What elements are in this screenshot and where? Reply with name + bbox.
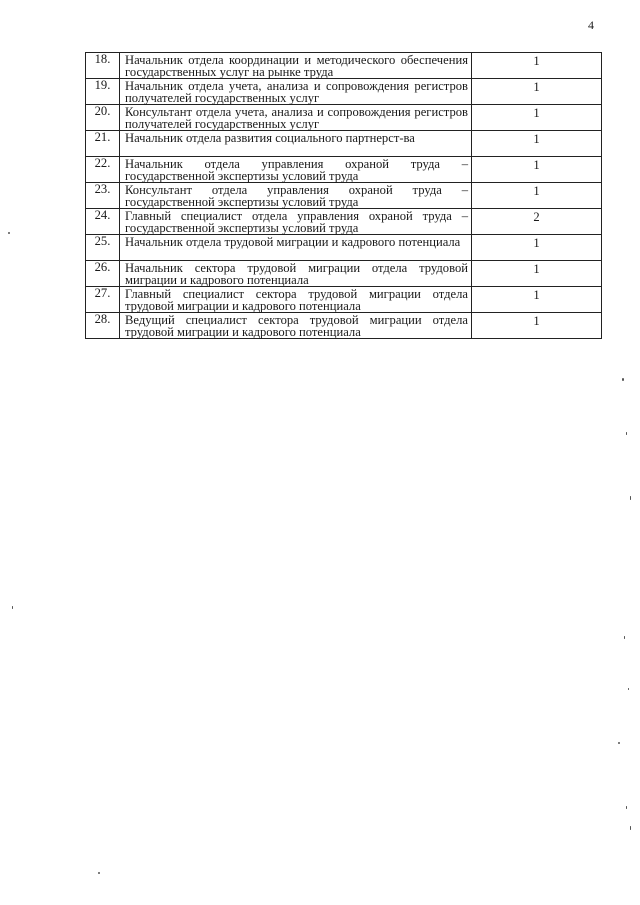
position-count: 2 bbox=[472, 209, 602, 235]
table-row bbox=[86, 313, 602, 339]
position-count: 1 bbox=[472, 105, 602, 131]
position-count: 1 bbox=[472, 53, 602, 79]
position-title: Консультант отдела управления охраной труда – государственной экспертизы условий труда bbox=[120, 183, 472, 209]
table-row bbox=[86, 183, 602, 209]
row-number: 22. bbox=[86, 157, 120, 183]
scan-speck bbox=[622, 378, 624, 381]
table-row bbox=[86, 105, 602, 131]
row-number: 27. bbox=[86, 287, 120, 313]
table-row bbox=[86, 53, 602, 79]
position-title: Начальник сектора трудовой миграции отдела трудовой миграции и кадрового потенциала bbox=[120, 261, 472, 287]
scan-speck bbox=[628, 688, 629, 690]
row-number: 25. bbox=[86, 235, 120, 261]
row-number: 28. bbox=[86, 313, 120, 339]
page-number: 4 bbox=[588, 18, 594, 32]
scan-speck bbox=[630, 496, 631, 500]
position-count: 1 bbox=[472, 79, 602, 105]
table-row bbox=[86, 261, 602, 287]
table-row bbox=[86, 157, 602, 183]
position-count: 1 bbox=[472, 261, 602, 287]
scan-speck bbox=[98, 872, 100, 874]
row-number: 18. bbox=[86, 53, 120, 79]
scan-speck bbox=[630, 826, 631, 830]
row-number: 26. bbox=[86, 261, 120, 287]
table-row bbox=[86, 131, 602, 157]
row-number: 19. bbox=[86, 79, 120, 105]
scan-speck bbox=[8, 232, 10, 234]
position-title: Начальник отдела развития социального партнерст-ва bbox=[120, 131, 472, 157]
row-number: 21. bbox=[86, 131, 120, 157]
scan-speck bbox=[624, 636, 625, 639]
table-row bbox=[86, 287, 602, 313]
scan-speck bbox=[12, 606, 13, 609]
table-row bbox=[86, 209, 602, 235]
position-title: Начальник отдела учета, анализа и сопровождения регистров получателей государственных услуг bbox=[120, 79, 472, 105]
position-count: 1 bbox=[472, 287, 602, 313]
position-count: 1 bbox=[472, 235, 602, 261]
position-title: Ведущий специалист сектора трудовой миграции отдела трудовой миграции и кадрового потенциала bbox=[120, 313, 472, 339]
position-count: 1 bbox=[472, 131, 602, 157]
row-number: 23. bbox=[86, 183, 120, 209]
position-count: 1 bbox=[472, 157, 602, 183]
scan-speck bbox=[626, 432, 627, 435]
staff-positions-table bbox=[85, 52, 602, 339]
position-title: Консультант отдела учета, анализа и сопровождения регистров получателей государственных услуг bbox=[120, 105, 472, 131]
position-count: 1 bbox=[472, 313, 602, 339]
table-row bbox=[86, 235, 602, 261]
position-title: Начальник отдела координации и методического обеспечения государственных услуг на рынке труда bbox=[120, 53, 472, 79]
scan-speck bbox=[626, 806, 627, 809]
scan-speck bbox=[618, 742, 620, 744]
position-title: Главный специалист сектора трудовой миграции отдела трудовой миграции и кадрового потенциала bbox=[120, 287, 472, 313]
row-number: 24. bbox=[86, 209, 120, 235]
position-count: 1 bbox=[472, 183, 602, 209]
position-title: Начальник отдела трудовой миграции и кадрового потенциала bbox=[120, 235, 472, 261]
table-row bbox=[86, 79, 602, 105]
position-title: Главный специалист отдела управления охраной труда – государственной экспертизы условий труда bbox=[120, 209, 472, 235]
position-title: Начальник отдела управления охраной труда – государственной экспертизы условий труда bbox=[120, 157, 472, 183]
row-number: 20. bbox=[86, 105, 120, 131]
